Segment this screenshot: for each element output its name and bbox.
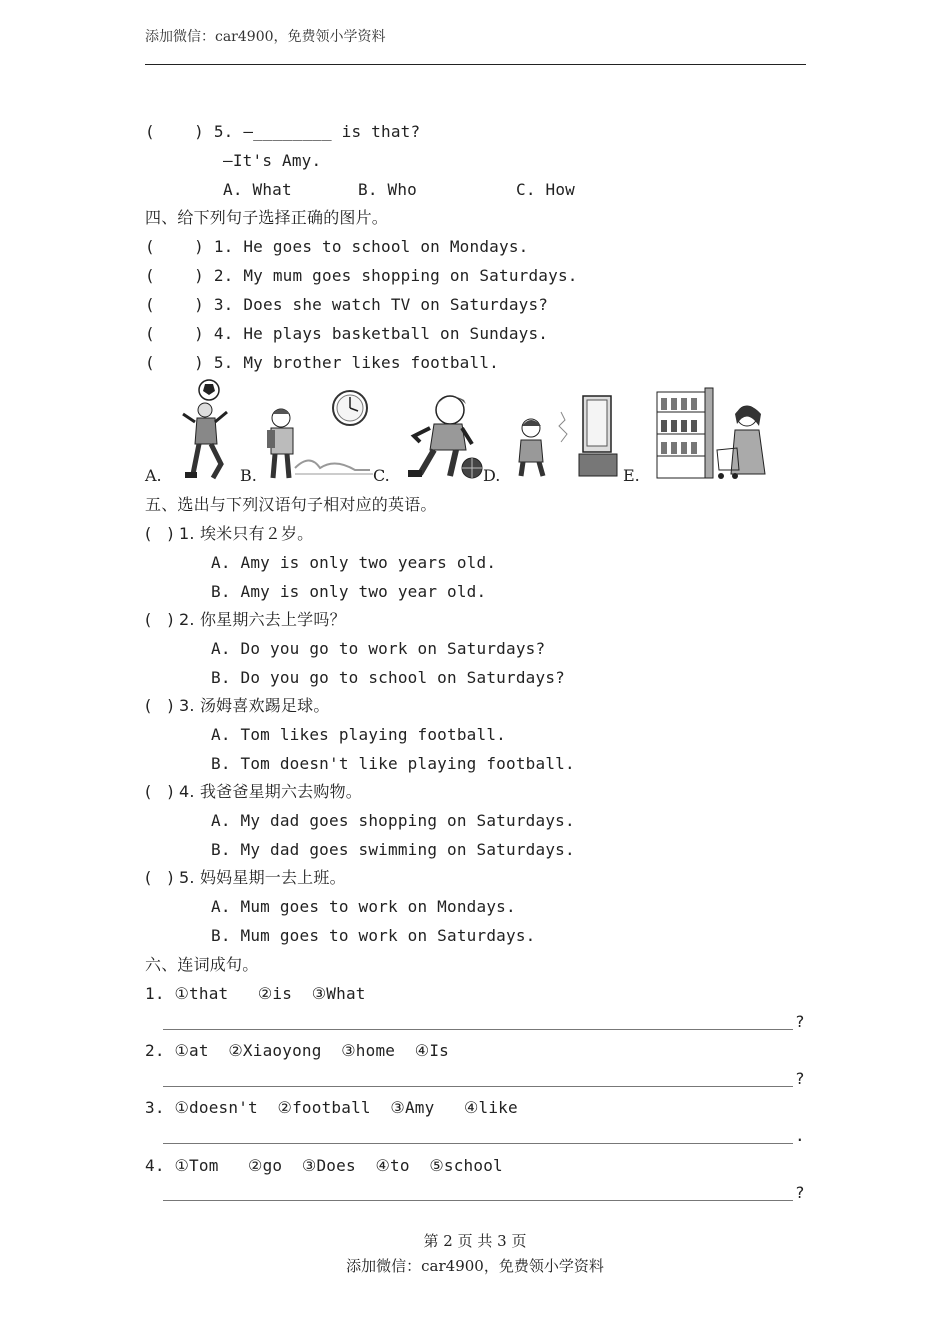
section4-title: 四、给下列句子选择正确的图片。 [145, 208, 389, 227]
answer-line[interactable] [163, 1200, 793, 1201]
section5-question [145, 524, 313, 544]
picture-label-c: C. [373, 466, 390, 485]
picture-row [145, 378, 775, 488]
q5-option-a: A. What [223, 180, 292, 199]
section5-option-b: B. My dad goes swimming on Saturdays. [211, 840, 575, 859]
section5-question [145, 610, 346, 630]
section4-item: ( ) 3. Does she watch TV on Saturdays? [145, 295, 549, 314]
question-text: ( ) 1. 埃米只有２岁。 [145, 524, 314, 543]
page-header: 添加微信：car4900，免费领小学资料 [145, 29, 386, 45]
section5-option-a: A. Amy is only two years old. [211, 553, 497, 572]
q5-line: ( ) 5. —________ is that? [145, 122, 421, 141]
section5-title: 五、选出与下列汉语句子相对应的英语。 [145, 495, 437, 514]
section5-option-a: A. Tom likes playing football. [211, 725, 506, 744]
section4-item: ( ) 1. He goes to school on Mondays. [145, 237, 529, 256]
picture-label-a: A. [145, 466, 162, 485]
section4-item: ( ) 4. He plays basketball on Sundays. [145, 324, 549, 343]
page-number: 第 2 页 共 3 页 [423, 1232, 527, 1250]
boy-school-clock-icon [265, 378, 375, 484]
answer-line[interactable] [163, 1029, 793, 1030]
footer-note: 添加微信：car4900，免费领小学资料 [346, 1257, 604, 1275]
section5-option-a: A. Mum goes to work on Mondays. [211, 897, 516, 916]
answer-end-mark: ? [795, 1012, 805, 1031]
answer-end-mark: . [795, 1126, 805, 1145]
section4-item: ( ) 5. My brother likes football. [145, 353, 499, 372]
girl-watching-tv-icon [513, 378, 623, 484]
section5-option-a: A. My dad goes shopping on Saturdays. [211, 811, 575, 830]
answer-end-mark: ? [795, 1069, 805, 1088]
section6-title: 六、连词成句。 [145, 955, 259, 974]
q5-answer: —It's Amy. [223, 151, 322, 170]
section4-item: ( ) 2. My mum goes shopping on Saturdays. [145, 266, 578, 285]
question-text: ( ) 3. 汤姆喜欢踢足球。 [145, 696, 330, 715]
answer-end-mark: ? [795, 1183, 805, 1202]
section5-option-b: B. Tom doesn't like playing football. [211, 754, 575, 773]
section6-words: 2. ①at ②Xiaoyong ③home ④Is [145, 1041, 449, 1060]
section5-question [145, 696, 330, 716]
section5-question [145, 868, 346, 888]
boy-basketball-icon [400, 378, 490, 484]
picture-label-b: B. [240, 466, 257, 485]
answer-line[interactable] [163, 1143, 793, 1144]
section6-words: 1. ①that ②is ③What [145, 984, 366, 1003]
q5-option-c: C. How [516, 180, 575, 199]
boy-football-icon [175, 378, 235, 484]
question-text: ( ) 2. 你星期六去上学吗？ [145, 610, 346, 629]
question-text: ( ) 4. 我爸爸星期六去购物。 [145, 782, 362, 801]
header-rule [145, 64, 806, 65]
section5-question [145, 782, 362, 802]
section5-option-b: B. Mum goes to work on Saturdays. [211, 926, 536, 945]
woman-shopping-icon [655, 378, 775, 484]
picture-label-d: D. [483, 466, 501, 485]
section6-words: 3. ①doesn't ②football ③Amy ④like [145, 1098, 518, 1117]
picture-label-e: E. [623, 466, 640, 485]
q5-option-b: B. Who [358, 180, 417, 199]
section5-option-b: B. Do you go to school on Saturdays? [211, 668, 565, 687]
section5-option-b: B. Amy is only two year old. [211, 582, 487, 601]
answer-line[interactable] [163, 1086, 793, 1087]
section6-words: 4. ①Tom ②go ③Does ④to ⑤school [145, 1156, 503, 1175]
question-text: ( ) 5. 妈妈星期一去上班。 [145, 868, 346, 887]
section5-option-a: A. Do you go to work on Saturdays? [211, 639, 546, 658]
